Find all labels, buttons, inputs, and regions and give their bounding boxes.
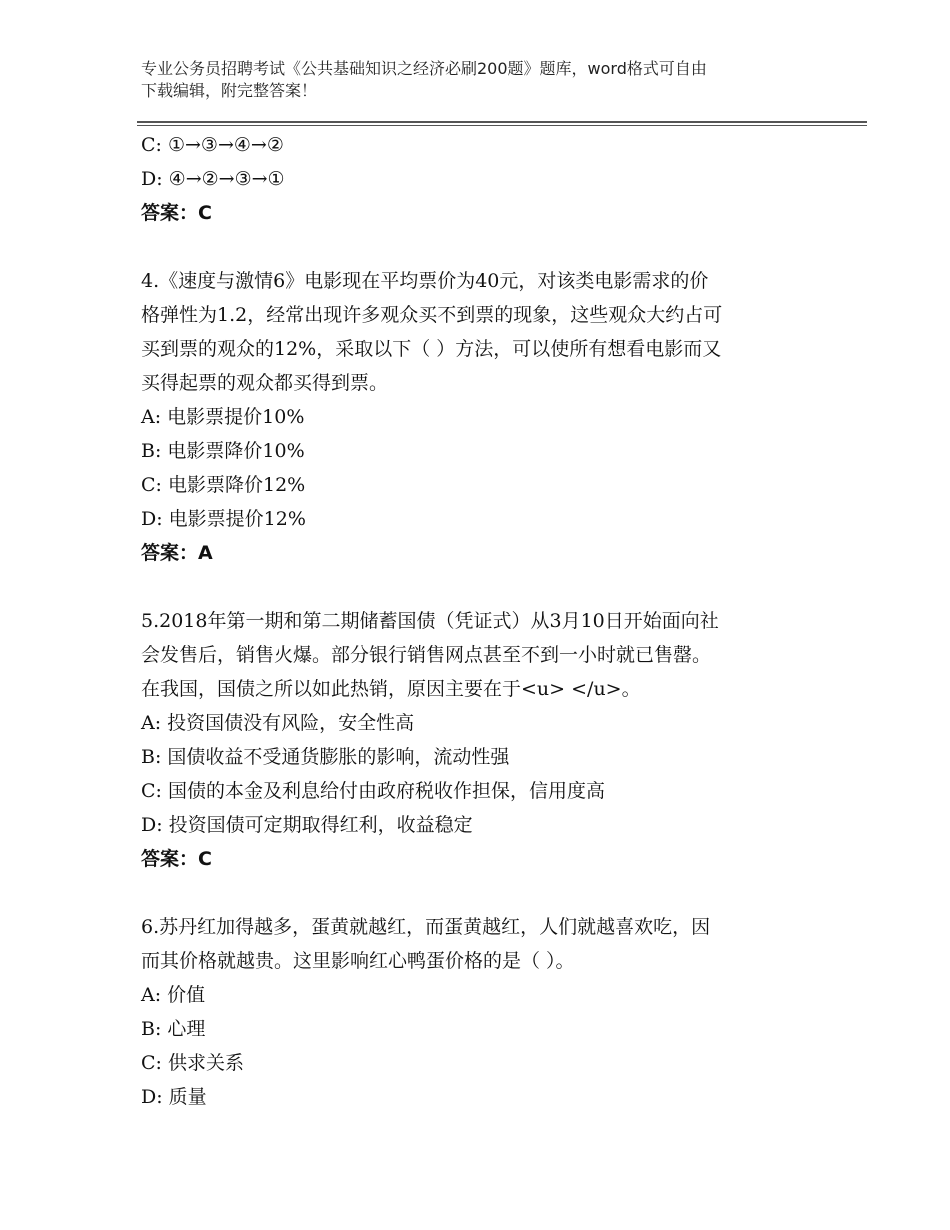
stem-line: 买得起票的观众都买得到票。 [141, 372, 389, 394]
stem-line: 4.《速度与激情6》电影现在平均票价为40元，对该类电影需求的价 [141, 270, 709, 292]
stem-line: 会发售后，销售火爆。部分银行销售网点甚至不到一小时就已售罄。 [141, 644, 712, 666]
header-line-2: 下载编辑，附完整答案！ [141, 81, 318, 100]
header-rule-thick [137, 121, 867, 123]
answer-label: 答案：C [141, 848, 212, 870]
option-d: D: 质量 [141, 1086, 207, 1108]
stem-line: 在我国，国债之所以如此热销，原因主要在于<u> </u>。 [141, 678, 641, 700]
stem-line: 买到票的观众的12%，采取以下（ ）方法，可以使所有想看电影而又 [141, 338, 722, 360]
question-list [141, 128, 821, 1114]
option-b: B: 心理 [141, 1018, 206, 1040]
option-d: D: ④→②→③→① [141, 168, 285, 190]
spacer [141, 876, 821, 910]
option-c: C: 电影票降价12% [141, 474, 306, 496]
stem-line: 6.苏丹红加得越多，蛋黄就越红，而蛋黄越红，人们就越喜欢吃，因 [141, 916, 711, 938]
option-a: A: 电影票提价10% [141, 406, 305, 428]
question-4 [141, 264, 821, 570]
option-a: A: 投资国债没有风险，安全性高 [141, 712, 415, 734]
option-b: B: 电影票降价10% [141, 440, 305, 462]
header-rule-thin [137, 125, 867, 126]
answer-label: 答案：C [141, 202, 212, 224]
header-line-1: 专业公务员招聘考试《公共基础知识之经济必刷200题》题库，word格式可自由 [141, 59, 707, 78]
option-c: C: 国债的本金及利息给付由政府税收作担保，信用度高 [141, 780, 605, 802]
question-6 [141, 910, 821, 1114]
question-3 [141, 128, 821, 230]
option-d: D: 电影票提价12% [141, 508, 306, 530]
stem-line: 而其价格就越贵。这里影响红心鸭蛋价格的是（ ）。 [141, 950, 575, 972]
document-header [141, 58, 821, 102]
question-stem [141, 910, 821, 978]
question-stem [141, 604, 821, 706]
question-5 [141, 604, 821, 876]
answer-label: 答案：A [141, 542, 213, 564]
option-a: A: 价值 [141, 984, 206, 1006]
option-c: C: ①→③→④→② [141, 134, 284, 156]
spacer [141, 230, 821, 264]
question-stem [141, 264, 821, 400]
stem-line: 格弹性为1.2，经常出现许多观众买不到票的现象，这些观众大约占可 [141, 304, 723, 326]
option-c: C: 供求关系 [141, 1052, 244, 1074]
stem-line: 5.2018年第一期和第二期储蓄国债（凭证式）从3月10日开始面向社 [141, 610, 719, 632]
option-d: D: 投资国债可定期取得红利，收益稳定 [141, 814, 473, 836]
spacer [141, 570, 821, 604]
option-b: B: 国债收益不受通货膨胀的影响，流动性强 [141, 746, 510, 768]
